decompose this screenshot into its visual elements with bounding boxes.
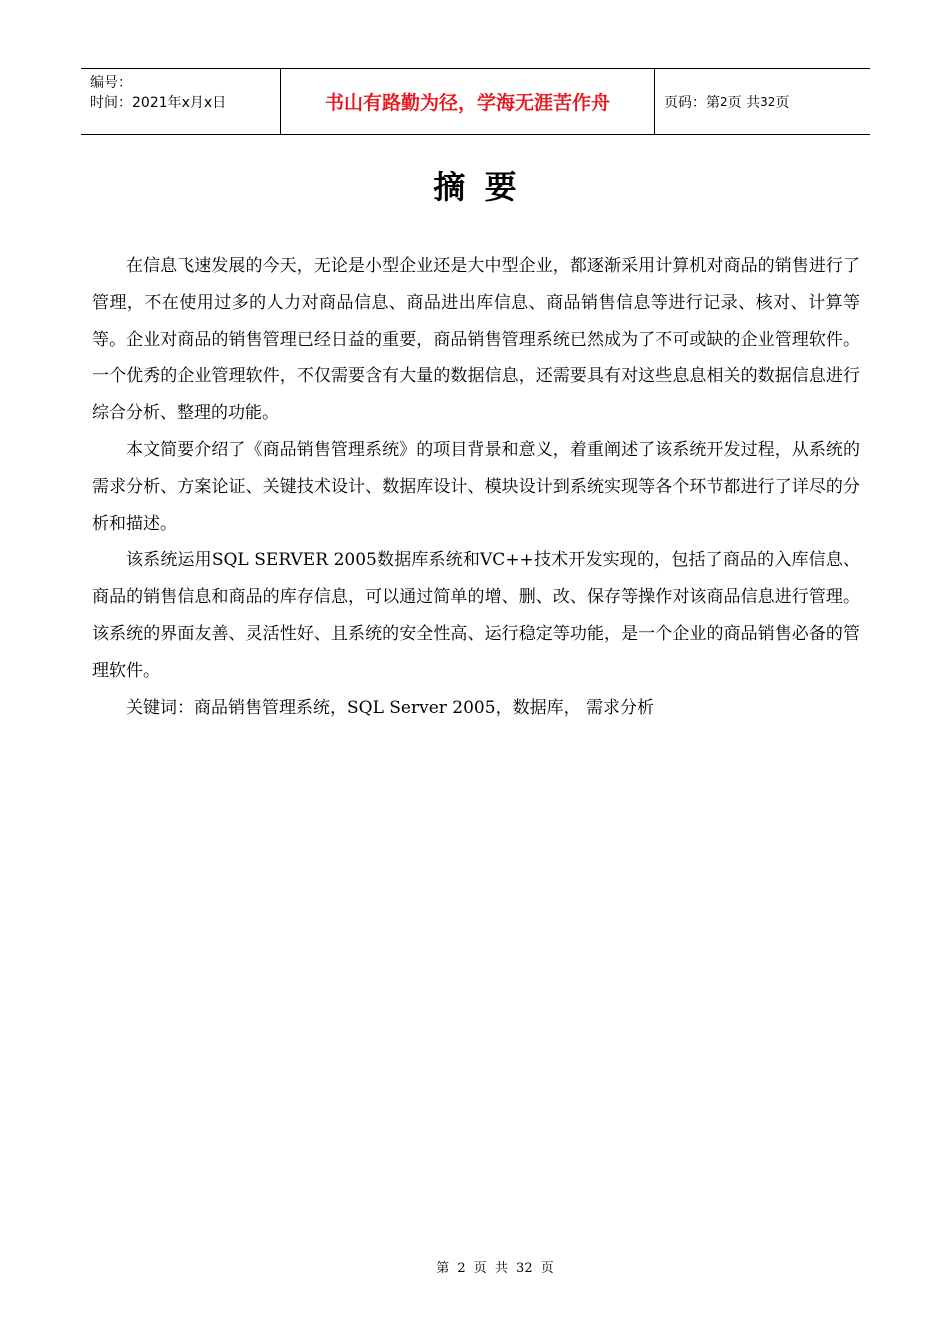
- page-title: 摘要: [433, 168, 536, 206]
- page-suffix: 页: [775, 94, 790, 111]
- keywords: 关键词：商品销售管理系统，SQL Server 2005，数据库， 需求分析: [126, 697, 654, 718]
- page-footer: 第 2 页 共 32 页: [436, 1261, 554, 1276]
- date-label: 时间：2021年x月x日: [90, 95, 227, 111]
- header-info-cell: [81, 69, 281, 134]
- page-number-cell: [655, 69, 870, 134]
- header-table: [81, 68, 870, 135]
- page-mid: 页 共: [727, 94, 761, 111]
- paragraph: 本文简要介绍了《商品销售管理系统》的项目背景和意义，着重阐述了该系统开发过程，从系统的需求分析、方案论证、关键技术设计、数据库设计、模块设计到系统实现等各个环节都进行了详尽的分析和描述。: [92, 439, 860, 534]
- paragraph: 该系统运用SQL SERVER 2005数据库系统和VC++技术开发实现的，包括了商品的入库信息、商品的销售信息和商品的库存信息，可以通过简单的增、删、改、保存等操作对该商品信息进行管理。该系统的界面友善、灵活性好、且系统的安全性高、运行稳定等功能，是一个企业的商品销售必备的管理软件。: [92, 550, 860, 681]
- abstract-body: [92, 248, 860, 726]
- motto-text: 书山有路勤为径，学海无涯苦作舟: [324, 92, 610, 114]
- number-label: 编号：: [90, 75, 132, 91]
- paragraph: 在信息飞速发展的今天，无论是小型企业还是大中型企业，都逐渐采用计算机对商品的销售进行了管理，不在使用过多的人力对商品信息、商品进出库信息、商品销售信息等进行记录、核对、计算等等。企业对商品的销售管理已经日益的重要，商品销售管理系统已然成为了不可或缺的企业管理软件。一个优秀的企业管理软件，不仅需要含有大量的数据信息，还需要具有对这些息息相关的数据信息进行综合分析、整理的功能。: [92, 256, 860, 424]
- page-current: 2: [720, 94, 728, 109]
- page-total: 32: [760, 94, 776, 109]
- motto-cell: [281, 69, 655, 134]
- page-prefix: 页码：第: [664, 94, 720, 111]
